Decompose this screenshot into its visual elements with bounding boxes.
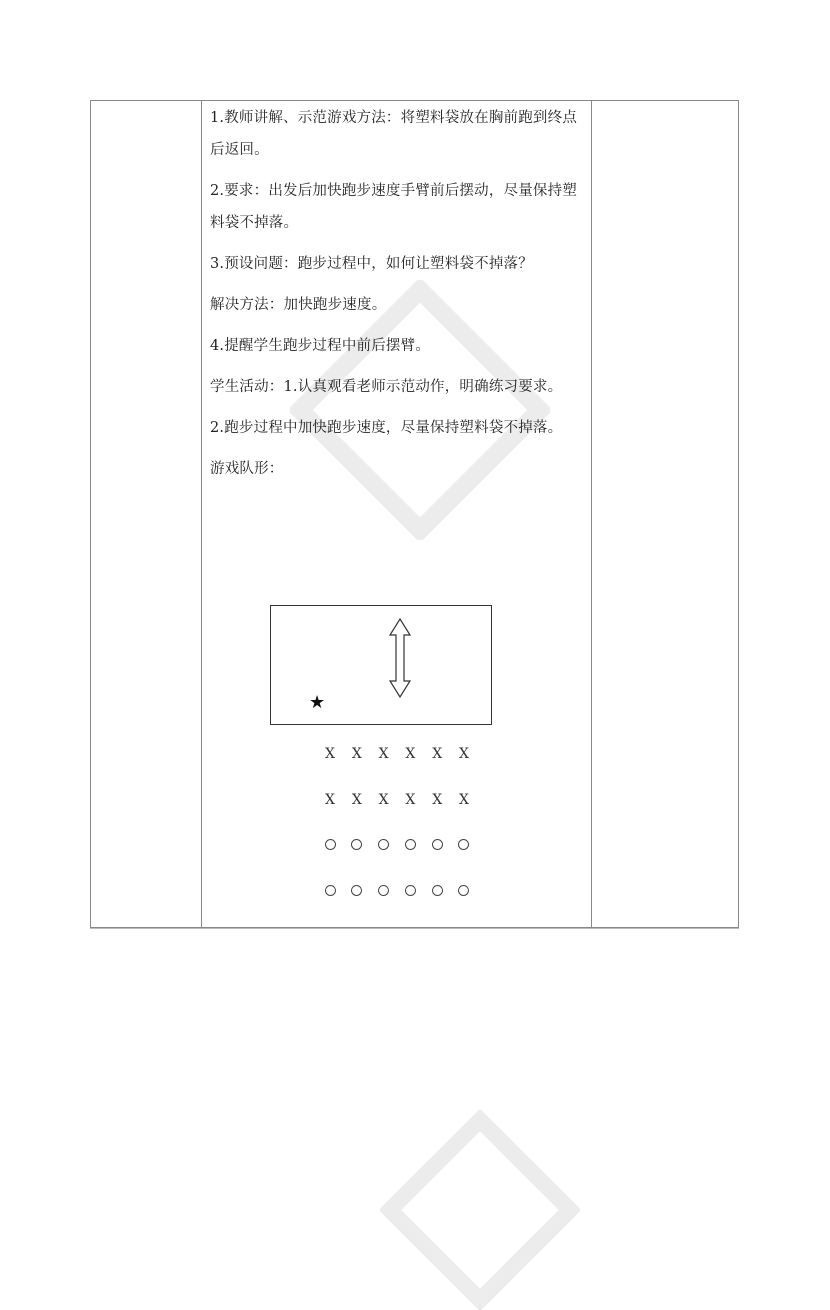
student-circle-icon xyxy=(458,839,469,850)
student-x-marker: X xyxy=(351,745,362,762)
student-circle-icon xyxy=(351,885,362,896)
student-circle-icon xyxy=(325,839,336,850)
circle-slot xyxy=(322,884,338,900)
circle-slot xyxy=(349,838,365,854)
column-divider-left xyxy=(201,101,202,927)
paragraph-formation-label: 游戏队形： xyxy=(210,461,284,477)
student-x-marker: X xyxy=(378,745,389,762)
double-arrow-icon xyxy=(389,618,411,698)
circle-slot xyxy=(376,838,392,854)
student-x-marker: X xyxy=(432,745,443,762)
watermark-icon xyxy=(380,1110,580,1310)
student-circle-icon xyxy=(458,885,469,896)
formation-field-diagram xyxy=(270,605,492,725)
circle-slot xyxy=(402,884,418,900)
student-circle-icon xyxy=(378,885,389,896)
student-circle-icon xyxy=(405,839,416,850)
student-x-marker: X xyxy=(459,745,469,762)
student-x-marker: X xyxy=(325,791,335,808)
paragraph-requirements: 2.要求：出发后加快跑步速度手臂前后摆动，尽量保持塑料袋不掉落。 xyxy=(210,183,578,231)
circle-slot xyxy=(349,884,365,900)
circle-slot xyxy=(376,884,392,900)
content-cell xyxy=(210,102,586,494)
student-circle-icon xyxy=(432,839,443,850)
paragraph-teacher-demo: 1.教师讲解、示范游戏方法：将塑料袋放在胸前跑到终点后返回。 xyxy=(210,110,578,158)
student-circle-icon xyxy=(432,885,443,896)
student-circle-icon xyxy=(405,885,416,896)
paragraph-student-activity-2: 2.跑步过程中加快跑步速度，尽量保持塑料袋不掉落。 xyxy=(210,420,563,436)
student-x-marker: X xyxy=(459,791,469,808)
paragraph-preset-question: 3.预设问题：跑步过程中，如何让塑料袋不掉落？ xyxy=(210,256,533,272)
circle-slot xyxy=(456,884,472,900)
teacher-star-icon: ★ xyxy=(309,692,326,713)
formation-row-x-2 xyxy=(322,788,472,811)
student-x-marker: X xyxy=(351,791,362,808)
student-circle-icon xyxy=(378,839,389,850)
column-divider-right xyxy=(591,101,592,927)
student-x-marker: X xyxy=(378,791,389,808)
student-formation xyxy=(322,742,472,926)
student-x-marker: X xyxy=(405,791,416,808)
student-x-marker: X xyxy=(325,745,335,762)
circle-slot xyxy=(322,838,338,854)
paragraph-reminder: 4.提醒学生跑步过程中前后摆臂。 xyxy=(210,338,431,354)
formation-row-o-1 xyxy=(322,834,472,857)
circle-slot xyxy=(429,884,445,900)
paragraph-student-activity-1: 学生活动：1.认真观看老师示范动作，明确练习要求。 xyxy=(210,379,563,395)
student-x-marker: X xyxy=(432,791,443,808)
formation-row-o-2 xyxy=(322,880,472,903)
circle-slot xyxy=(402,838,418,854)
student-x-marker: X xyxy=(405,745,416,762)
formation-row-x-1 xyxy=(322,742,472,765)
circle-slot xyxy=(456,838,472,854)
paragraph-solution: 解决方法：加快跑步速度。 xyxy=(210,297,387,313)
student-circle-icon xyxy=(351,839,362,850)
circle-slot xyxy=(429,838,445,854)
student-circle-icon xyxy=(325,885,336,896)
